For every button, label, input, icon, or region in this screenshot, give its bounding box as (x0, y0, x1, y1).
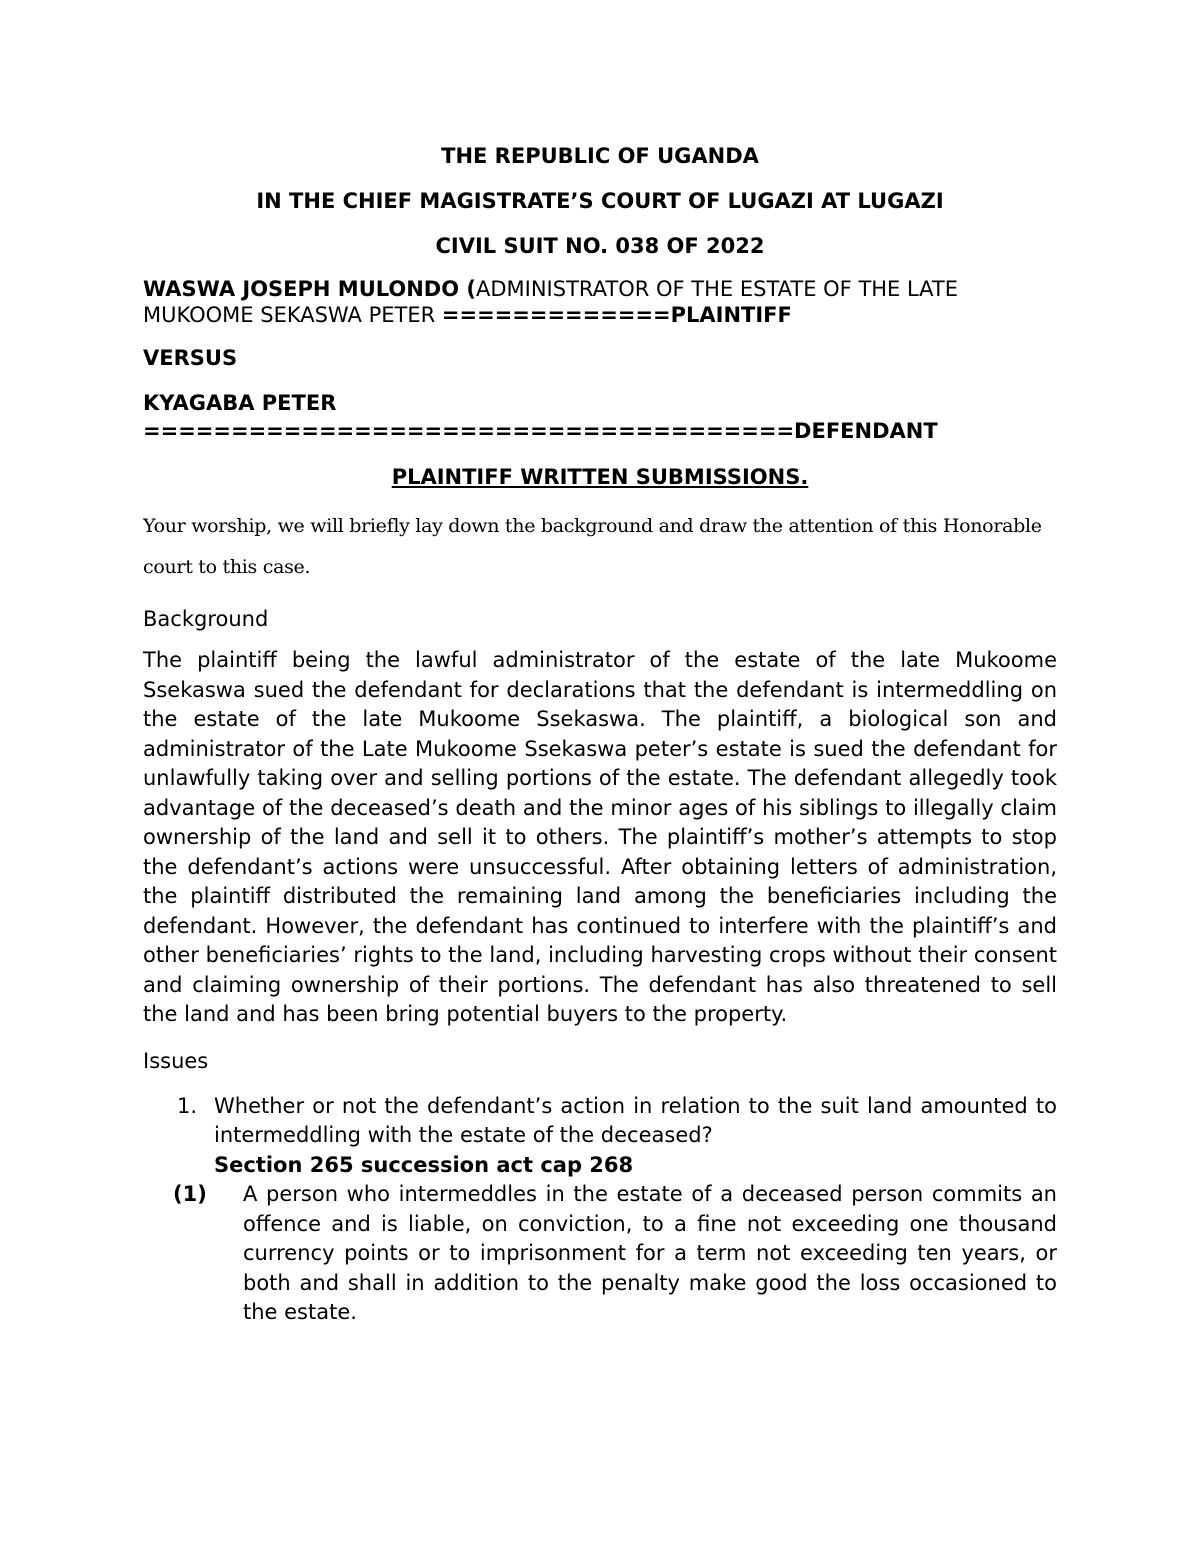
plaintiff-name: WASWA JOSEPH MULONDO ( (143, 277, 476, 301)
defendant-role: =====================================DEFENDANT (143, 419, 938, 443)
issues-list (143, 1092, 1057, 1181)
plaintiff-block (143, 276, 1057, 328)
issues-heading: Issues (143, 1048, 209, 1073)
plaintiff-description: ADMINISTRATOR OF THE ESTATE OF THE LATE MUKOOME SEKASWA PETER (143, 277, 959, 327)
clause-text: A person who intermeddles in the estate of a deceased person commits an offence and is liable, on conviction, to a fine not exceeding one thousand currency points or to imprisonment for a term not exceeding ten years, or both and shall in addition to the penalty make good the loss occasioned to the estate. (243, 1182, 1057, 1324)
issue-item (143, 1092, 1057, 1181)
clause-paragraph (143, 1180, 1057, 1328)
issue-number: 1. (177, 1093, 198, 1118)
submissions-title: PLAINTIFF WRITTEN SUBMISSIONS. (391, 465, 809, 489)
court-heading: IN THE CHIEF MAGISTRATE’S COURT OF LUGAZI AT LUGAZI (256, 189, 944, 213)
versus-label: VERSUS (143, 346, 238, 370)
background-paragraph: The plaintiff being the lawful administrator of the estate of the late Mukoome Ssekaswa sued the defendant for declarations that the defendant is intermeddling on the estate of the late Mukoome Ssekaswa. The plaintiff, a biological son and administrator of the Late Mukoome Ssekaswa peter’s estate is sued the defendant for unlawfully taking over and selling portions of the estate. The defendant allegedly took advantage of the deceased’s death and the minor ages of his siblings to illegally claim ownership of the land and sell it to others. The plaintiff’s mother’s attempts to stop the defendant’s actions were unsuccessful. After obtaining letters of administration, the plaintiff distributed the remaining land among the beneficiaries including the defendant. However, the defendant has continued to interfere with the plaintiff’s and other beneficiaries’ rights to the land, including harvesting crops without their consent and claiming ownership of their portions. The defendant has also threatened to sell the land and has been bring potential buyers to the property. (143, 648, 1057, 1026)
document-body (143, 143, 1057, 1328)
republic-heading: THE REPUBLIC OF UGANDA (441, 144, 759, 168)
issue-text: Whether or not the defendant’s action in relation to the suit land amounted to intermeddling with the estate of the deceased? (214, 1093, 1057, 1147)
plaintiff-role: =============PLAINTIFF (441, 303, 792, 327)
background-heading: Background (143, 607, 269, 631)
intro-paragraph: Your worship, we will briefly lay down the background and draw the attention of this Honorable court to this case. (143, 515, 1042, 578)
defendant-name: KYAGABA PETER (143, 391, 337, 415)
clause-number: (1) (173, 1182, 207, 1206)
suit-number-heading: CIVIL SUIT NO. 038 OF 2022 (435, 234, 765, 258)
section-title: Section 265 succession act cap 268 (214, 1152, 634, 1177)
